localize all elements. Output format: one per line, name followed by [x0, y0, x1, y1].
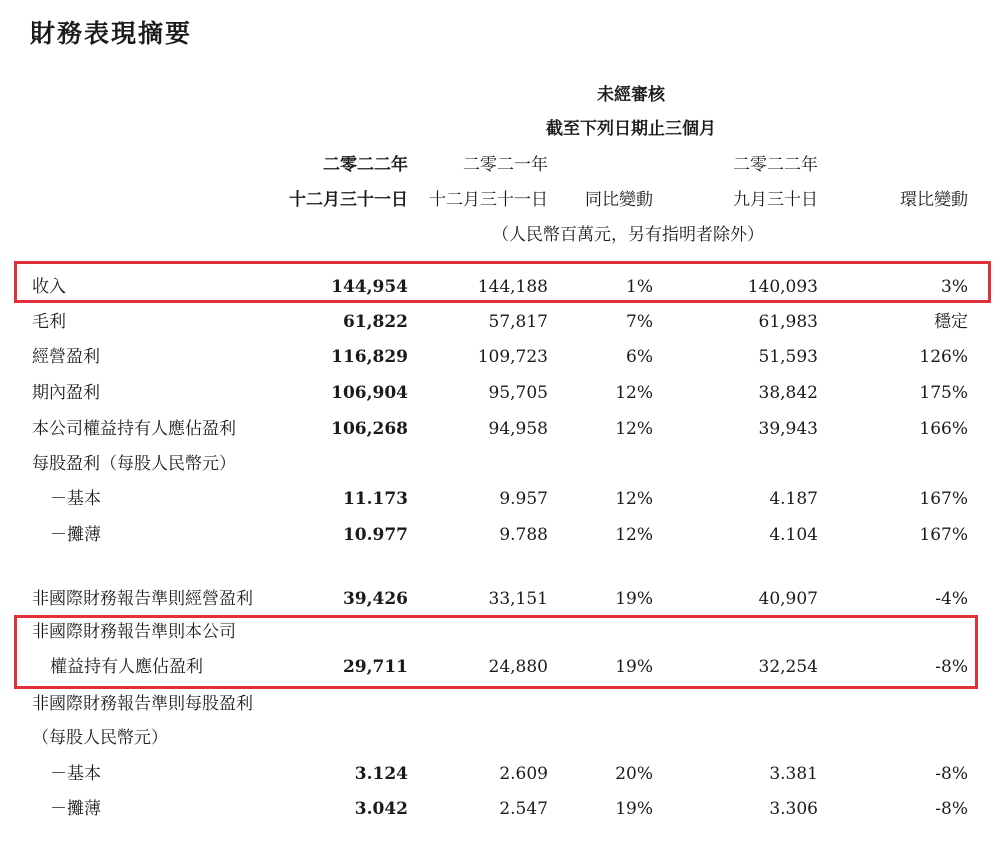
value-q4-2021: 9.957 [499, 489, 548, 509]
value-q3-2022: 39,943 [758, 419, 818, 439]
value-q4-2021: 2.547 [499, 799, 548, 819]
row-label: 收入 [32, 277, 66, 297]
value-q4-2021: 95,705 [488, 383, 548, 403]
value-qoq: 175% [919, 383, 968, 403]
currency-note: （人民幣百萬元，另有指明者除外） [492, 225, 764, 245]
value-q3-2022: 4.104 [769, 525, 818, 545]
table-row-gross-profit [0, 305, 1000, 339]
value-qoq: 167% [919, 525, 968, 545]
value-q3-2022: 51,593 [758, 347, 818, 367]
row-label: 期內盈利 [32, 383, 100, 403]
table-row-operating-profit [0, 340, 1000, 374]
value-qoq: 3% [941, 277, 968, 297]
value-yoy: 12% [615, 419, 653, 439]
value-yoy: 6% [626, 347, 653, 367]
table-row-non-ifrs-eps-diluted [0, 792, 1000, 826]
value-yoy: 7% [626, 312, 653, 332]
value-yoy: 20% [615, 764, 653, 784]
value-q3-2022: 3.306 [769, 799, 818, 819]
value-qoq: 166% [919, 419, 968, 439]
value-qoq: 167% [919, 489, 968, 509]
value-qoq: -8% [935, 799, 968, 819]
value-q4-2022: 144,954 [331, 277, 408, 297]
value-qoq: 穩定 [934, 312, 968, 332]
value-q4-2022: 29,711 [342, 657, 408, 677]
value-q4-2022: 116,829 [331, 347, 408, 367]
value-q4-2021: 33,151 [488, 589, 548, 609]
row-label: －基本 [50, 764, 101, 784]
value-q4-2021: 9.788 [499, 525, 548, 545]
value-q3-2022: 4.187 [769, 489, 818, 509]
revenue-highlight-box [14, 261, 991, 303]
value-q4-2021: 144,188 [477, 277, 548, 297]
value-q4-2022: 39,426 [342, 589, 408, 609]
table-row-non-ifrs-eps-unit [0, 721, 1000, 755]
non-ifrs-profit-highlight-box [14, 615, 978, 689]
value-q4-2022: 11.173 [342, 489, 408, 509]
row-label: 每股盈利（每股人民幣元） [32, 454, 236, 474]
row-label: －基本 [50, 489, 101, 509]
col1-date: 十二月三十一日 [289, 190, 408, 210]
value-yoy: 19% [615, 657, 653, 677]
value-q4-2022: 106,268 [331, 419, 408, 439]
col4-date: 九月三十日 [733, 190, 818, 210]
value-q4-2022: 3.124 [354, 764, 408, 784]
row-label: －攤薄 [50, 525, 101, 545]
row-label: －攤薄 [50, 799, 101, 819]
value-q4-2021: 2.609 [499, 764, 548, 784]
page-title: 財務表現摘要 [30, 19, 193, 48]
table-row-eps-diluted [0, 518, 1000, 552]
row-label: 毛利 [32, 312, 66, 332]
period-heading: 截至下列日期止三個月 [546, 119, 716, 139]
value-yoy: 19% [615, 589, 653, 609]
col4-year: 二零二二年 [733, 155, 818, 175]
row-label: （每股人民幣元） [32, 728, 168, 748]
value-q4-2021: 57,817 [488, 312, 548, 332]
col5-qoq-change: 環比變動 [900, 190, 968, 210]
value-q3-2022: 32,254 [758, 657, 818, 677]
col2-year: 二零二一年 [463, 155, 548, 175]
value-q4-2022: 61,822 [342, 312, 408, 332]
col1-year: 二零二二年 [323, 155, 408, 175]
col2-date: 十二月三十一日 [429, 190, 548, 210]
table-row-attributable-profit [0, 412, 1000, 446]
value-yoy: 1% [626, 277, 653, 297]
row-label: 權益持有人應佔盈利 [50, 657, 203, 677]
table-row-non-ifrs-operating-profit [0, 582, 1000, 616]
value-yoy: 12% [615, 383, 653, 403]
value-qoq: -8% [935, 657, 968, 677]
value-q3-2022: 3.381 [769, 764, 818, 784]
row-label: 經營盈利 [32, 347, 100, 367]
table-row-non-ifrs-eps-heading [0, 687, 1000, 721]
table-row-eps-heading [0, 447, 1000, 481]
table-row-eps-basic [0, 482, 1000, 516]
row-label: 非國際財務報告準則經營盈利 [32, 589, 253, 609]
table-row-non-ifrs-eps-basic [0, 757, 1000, 791]
value-q4-2021: 24,880 [488, 657, 548, 677]
value-q3-2022: 140,093 [747, 277, 818, 297]
value-q4-2021: 94,958 [488, 419, 548, 439]
value-q3-2022: 40,907 [758, 589, 818, 609]
col3-yoy-change: 同比變動 [585, 190, 653, 210]
value-q4-2022: 10.977 [342, 525, 408, 545]
value-yoy: 19% [615, 799, 653, 819]
table-row-period-profit [0, 376, 1000, 410]
row-label: 本公司權益持有人應佔盈利 [32, 419, 236, 439]
value-q4-2022: 3.042 [354, 799, 408, 819]
value-q3-2022: 61,983 [758, 312, 818, 332]
value-q4-2021: 109,723 [477, 347, 548, 367]
unaudited-heading: 未經審核 [597, 85, 665, 105]
value-qoq: -4% [935, 589, 968, 609]
row-label: 非國際財務報告準則本公司 [32, 622, 236, 642]
value-qoq: -8% [935, 764, 968, 784]
value-yoy: 12% [615, 525, 653, 545]
value-yoy: 12% [615, 489, 653, 509]
value-q4-2022: 106,904 [331, 383, 408, 403]
row-label: 非國際財務報告準則每股盈利 [32, 694, 253, 714]
value-q3-2022: 38,842 [758, 383, 818, 403]
value-qoq: 126% [919, 347, 968, 367]
